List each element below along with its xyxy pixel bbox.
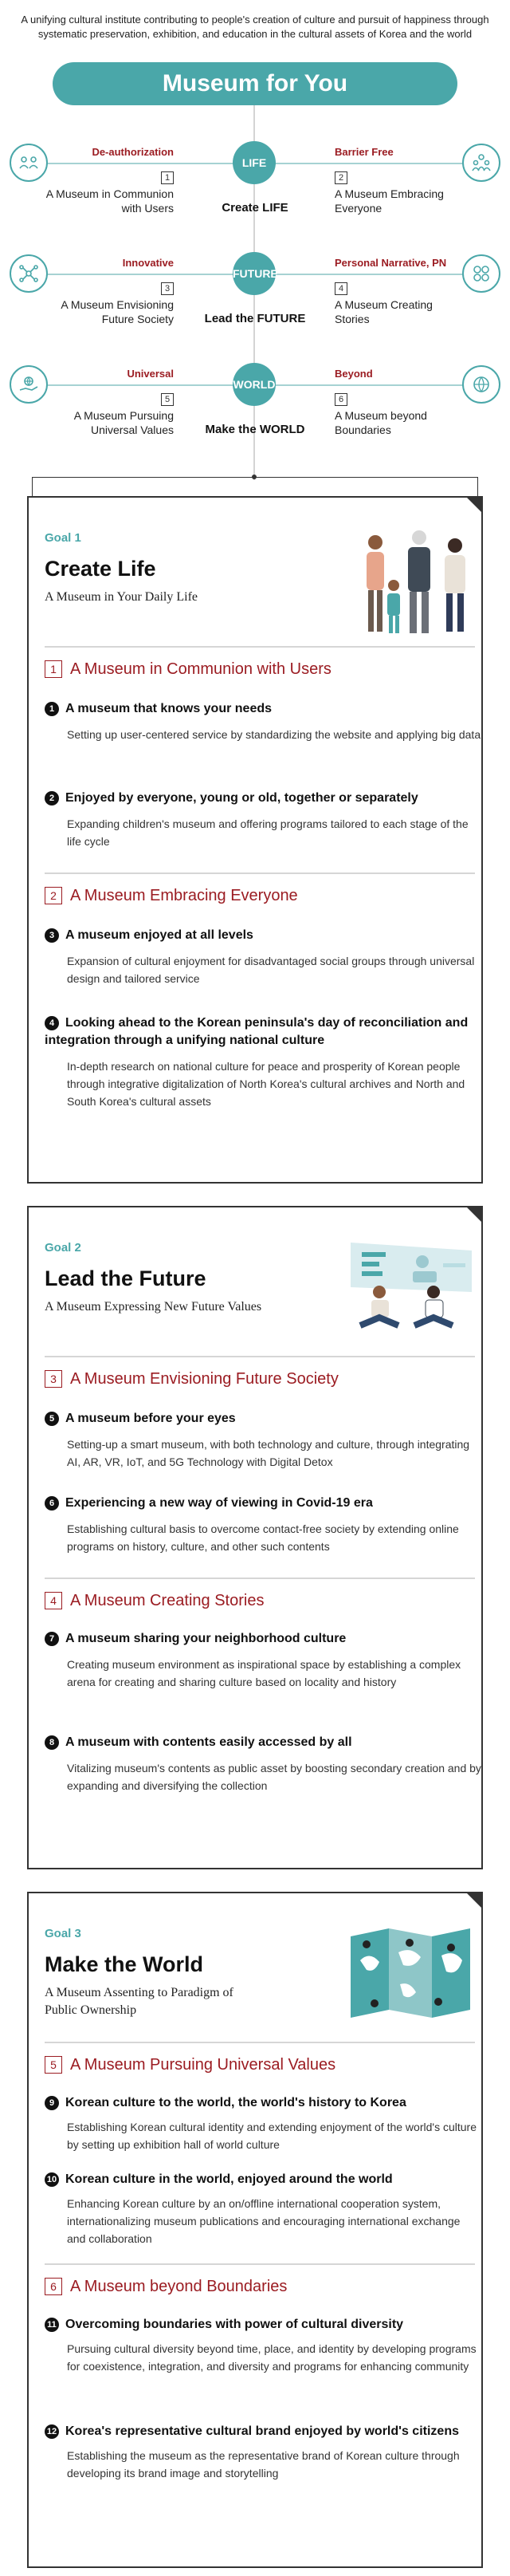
world-left-desc: A Museum Pursuing Universal Values (73, 409, 174, 436)
section-heading-1 (45, 660, 332, 679)
section-title: A Museum Pursuing Universal Values (70, 2056, 336, 2074)
item-8 (45, 1734, 475, 1751)
item-1 (45, 700, 475, 718)
divider (45, 1356, 475, 1357)
section-heading-3 (45, 1370, 339, 1388)
future-left-number: 3 (161, 282, 174, 295)
item-number: 5 (45, 1412, 59, 1426)
life-right-desc: A Museum Embracing Everyone (335, 187, 444, 215)
item-body: Establishing the museum as the representative brand of Korean culture through developing its brand image and storytelling (67, 2449, 460, 2479)
item-body: Pursuing cultural diversity beyond time, place, and identity by developing programs for coexistence, integration, and diversity and programs for enhancing community (67, 2342, 477, 2373)
section-number: 4 (45, 1592, 62, 1609)
life-left-desc: A Museum in Communion with Users (45, 187, 174, 215)
item-title: A museum before your eyes (65, 1412, 236, 1425)
section-number: 2 (45, 887, 62, 904)
item-11 (45, 2316, 475, 2334)
world-left-number: 5 (161, 393, 174, 406)
card-corner (465, 1892, 483, 1909)
family-illustration (355, 526, 475, 638)
divider (45, 2263, 475, 2265)
item-6 (45, 1495, 475, 1512)
item-5 (45, 1410, 475, 1428)
intro-text: A unifying cultural institute contributing to people's creation of culture and pursuit of happiness through systematic preservation, exhibition, and education in the cultural assets of Korea and the world (21, 14, 489, 40)
item-title: Enjoyed by everyone, young or old, together or separately (65, 791, 418, 805)
museum-banner: Museum for You (53, 62, 457, 105)
item-title: Korea's representative cultural brand enjoyed by world's citizens (65, 2424, 459, 2438)
item-10 (45, 2171, 475, 2188)
network-icon (10, 254, 48, 293)
world-right-keyword: Beyond (335, 368, 373, 380)
item-4 (45, 1014, 475, 1050)
section-title: A Museum Creating Stories (70, 1592, 265, 1609)
goal-card-3 (27, 1892, 483, 2568)
section-title: A Museum in Communion with Users (70, 660, 332, 678)
item-3 (45, 927, 475, 944)
section-heading-4 (45, 1592, 264, 1610)
item-title: A museum enjoyed at all levels (65, 928, 253, 942)
future-goal-title: Lead the FUTURE (204, 312, 306, 325)
section-heading-6 (45, 2278, 287, 2296)
life-left-number: 1 (161, 171, 174, 184)
item-9 (45, 2094, 475, 2112)
section-heading-2 (45, 887, 298, 905)
future-left-keyword: Innovative (122, 257, 174, 269)
life-right-keyword: Barrier Free (335, 146, 394, 158)
section-title: A Museum beyond Boundaries (70, 2278, 288, 2295)
goal-label: Goal 1 (45, 531, 81, 545)
item-title: A museum with contents easily accessed by all (65, 1735, 352, 1749)
item-body: In-depth research on national culture for peace and prosperity of Korean people through integrative digitalization of North Korea's cultural archives and North and South Korea's cultural assets (67, 1060, 465, 1108)
item-body: Setting up user-centered service by standardizing the website and applying big data (67, 728, 481, 741)
life-right-number: 2 (335, 171, 347, 184)
world-map-illustration (343, 1920, 478, 2026)
future-right-number: 4 (335, 282, 347, 295)
item-title: A museum sharing your neighborhood culture (65, 1632, 347, 1645)
goal-label: Goal 2 (45, 1241, 81, 1255)
item-body: Establishing cultural basis to overcome contact-free society by extending online programs on history, culture, and other such contents (67, 1522, 459, 1553)
item-number: 11 (45, 2318, 59, 2332)
future-circle: FUTURE (233, 252, 276, 295)
item-7 (45, 1630, 475, 1648)
section-number: 3 (45, 1370, 62, 1388)
section-heading-5 (45, 2056, 335, 2074)
goal-title: Make the World (45, 1952, 204, 1976)
item-body: Expansion of cultural enjoyment for disadvantaged social groups through universal design and tailored service (67, 955, 475, 985)
world-goal-title: Make the WORLD (205, 423, 305, 436)
item-number: 10 (45, 2172, 59, 2187)
item-body: Vitalizing museum's contents as public asset by boosting secondary creation and by expanding and diversifying the collection (67, 1762, 481, 1792)
item-body: Creating museum environment as inspirational space by establishing a complex arena for creating and sharing culture based on locality and history (67, 1658, 461, 1688)
item-title: Korean culture in the world, enjoyed around the world (65, 2172, 393, 2186)
item-title: Overcoming boundaries with power of cultural diversity (65, 2318, 404, 2331)
goal-title: Lead the Future (45, 1266, 206, 1290)
item-number: 8 (45, 1735, 59, 1750)
section-title: A Museum Envisioning Future Society (70, 1370, 339, 1388)
item-number: 3 (45, 928, 59, 943)
globe-network-icon (462, 365, 500, 404)
item-number: 2 (45, 791, 59, 805)
item-body: Enhancing Korean culture by an on/offline international cooperation system, internationalizing museum publications and encouraging international exchange and collaboration (67, 2197, 461, 2245)
world-right-desc: A Museum beyond Boundaries (335, 409, 427, 436)
tree-left-leg (32, 477, 33, 496)
divider (45, 2042, 475, 2043)
item-12 (45, 2423, 475, 2440)
future-left-desc: A Museum Envisioning Future Society (61, 298, 174, 325)
item-title: Looking ahead to the Korean peninsula's day of reconciliation and integration through a unifying national culture (45, 1016, 469, 1047)
divider (45, 646, 475, 648)
section-number: 1 (45, 660, 62, 678)
future-tech-illustration (344, 1239, 477, 1332)
card-corner (465, 1206, 483, 1223)
item-number: 4 (45, 1016, 59, 1030)
item-title: Korean culture to the world, the world's history to Korea (65, 2096, 406, 2109)
community-icon (10, 144, 48, 182)
goal-subtitle: A Museum in Your Daily Life (45, 590, 198, 604)
item-body: Establishing Korean cultural identity and extending enjoyment of the world's culture by setting up exhibition hall of world culture (67, 2121, 477, 2151)
goal-subtitle: A Museum Expressing New Future Values (45, 1300, 262, 1314)
item-number: 12 (45, 2424, 59, 2439)
goal-title: Create Life (45, 557, 156, 581)
goal-subtitle: A Museum Assenting to Paradigm of Public Ownership (45, 1986, 233, 2017)
tree-right-leg (477, 477, 478, 496)
item-title: A museum that knows your needs (65, 702, 273, 715)
divider (45, 1578, 475, 1579)
item-title: Experiencing a new way of viewing in Covid-19 era (65, 1496, 373, 1510)
hand-globe-icon (10, 365, 48, 404)
goal-card-1 (27, 496, 483, 1184)
item-body: Expanding children's museum and offering programs tailored to each stage of the life cycle (67, 817, 469, 848)
item-number: 7 (45, 1632, 59, 1646)
item-2 (45, 790, 475, 807)
divider (45, 872, 475, 874)
item-number: 6 (45, 1496, 59, 1511)
world-left-keyword: Universal (127, 368, 174, 380)
people-group-icon (462, 144, 500, 182)
life-goal-title: Create LIFE (222, 201, 288, 215)
life-circle: LIFE (233, 141, 276, 184)
section-number: 5 (45, 2056, 62, 2074)
item-number: 9 (45, 2096, 59, 2110)
section-title: A Museum Embracing Everyone (70, 887, 298, 904)
goal-label: Goal 3 (45, 1927, 81, 1940)
section-number: 6 (45, 2278, 62, 2295)
future-right-keyword: Personal Narrative, PN (335, 257, 447, 269)
item-body: Setting-up a smart museum, with both technology and culture, through integrating AI, AR, VR, IoT, and 5G Technology with Digital Detox (67, 1438, 470, 1468)
future-right-desc: A Museum Creating Stories (335, 298, 433, 325)
life-left-keyword: De-authorization (92, 146, 174, 158)
world-right-number: 6 (335, 393, 347, 406)
card-corner (465, 496, 483, 514)
item-number: 1 (45, 702, 59, 716)
tree-bar (32, 477, 478, 478)
goal-card-2 (27, 1206, 483, 1869)
world-circle: WORLD (233, 363, 276, 406)
